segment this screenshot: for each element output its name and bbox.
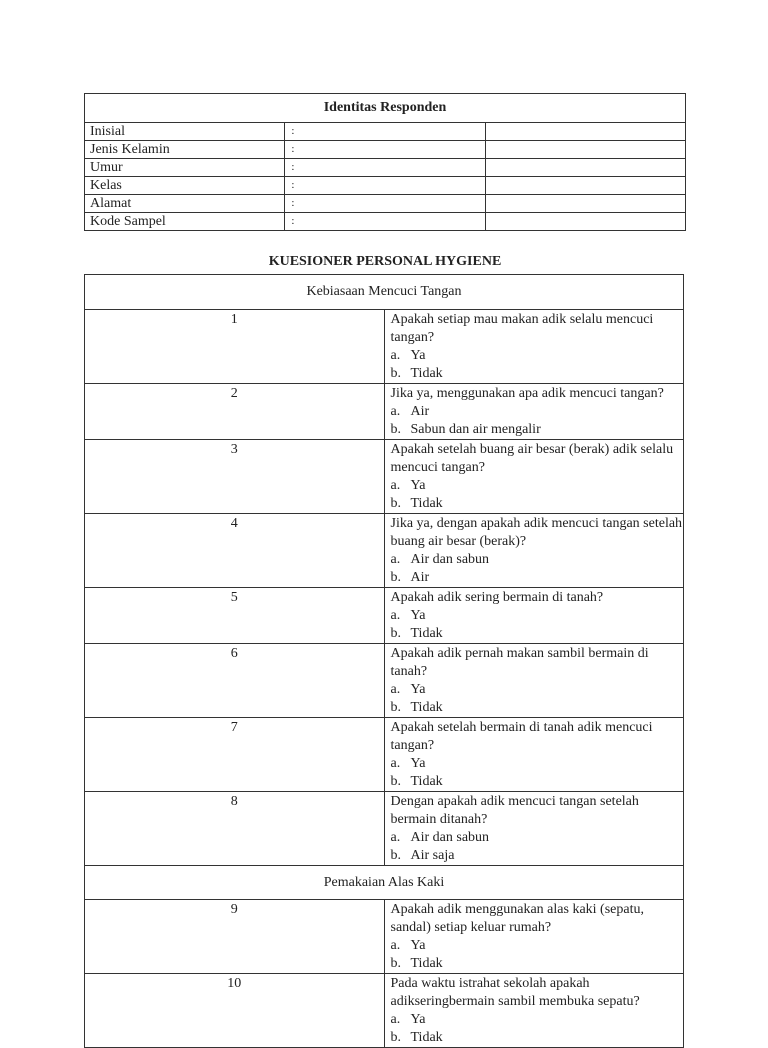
section-header-row [85,275,684,310]
identity-label: Kelas [85,177,285,195]
question-cell [384,900,684,974]
identity-label: Alamat [85,195,285,213]
question-text: Apakah adik menggunakan alas kaki (sepatu, sandal) setiap keluar rumah? [390,902,644,935]
identity-table [84,93,686,231]
question-text: Jika ya, menggunakan apa adik mencuci tangan? [390,386,664,401]
question-cell [384,384,684,440]
option-text: Ya [410,938,426,953]
option-b[interactable] [391,365,684,383]
option-text: Tidak [410,496,443,511]
identity-label: Umur [85,159,285,177]
question-cell [384,588,684,644]
identity-colon: : [285,123,485,141]
identity-colon: : [285,177,485,195]
question-row [85,514,684,588]
question-number: 8 [85,792,385,866]
option-b[interactable] [391,773,684,791]
identity-value-field[interactable] [485,141,685,159]
question-cell [384,974,684,1048]
question-number: 10 [85,974,385,1048]
identity-value-field[interactable] [485,177,685,195]
question-row [85,792,684,866]
option-letter: a. [390,608,401,623]
question-row [85,974,684,1048]
option-letter: b. [390,1030,401,1045]
questionnaire-table [84,274,684,1048]
option-letter: b. [390,700,401,715]
section-header-row [85,866,684,900]
option-text: Ya [410,478,426,493]
option-text: Air [410,570,430,585]
question-number: 6 [85,644,385,718]
option-a[interactable] [391,829,684,847]
option-a[interactable] [391,477,684,495]
option-letter: a. [390,1012,401,1027]
identity-colon: : [285,159,485,177]
question-cell [384,514,684,588]
option-text: Air dan sabun [410,830,490,845]
question-number: 5 [85,588,385,644]
option-text: Ya [410,1012,426,1027]
option-letter: a. [390,478,401,493]
question-cell [384,310,684,384]
option-letter: a. [390,938,401,953]
option-text: Tidak [410,956,443,971]
option-letter: b. [390,422,401,437]
option-text: Tidak [410,366,443,381]
option-text: Ya [410,682,426,697]
identity-value-field[interactable] [485,159,685,177]
option-b[interactable] [391,625,684,643]
option-b[interactable] [391,495,684,513]
identity-value-field[interactable] [485,213,685,231]
option-letter: b. [390,366,401,381]
option-letter: b. [390,774,401,789]
identity-colon: : [285,213,485,231]
question-cell [384,440,684,514]
identity-row-inisial [85,123,686,141]
question-text: Jika ya, dengan apakah adik mencuci tangan setelah buang air besar (berak)? [390,516,683,549]
option-letter: b. [390,848,401,863]
identity-label: Kode Sampel [85,213,285,231]
question-text: Pada waktu istrahat sekolah apakah adikseringbermain sambil membuka sepatu? [390,976,640,1009]
question-cell [384,792,684,866]
identity-value-field[interactable] [485,195,685,213]
identity-row-umur [85,159,686,177]
option-b[interactable] [391,421,684,439]
option-a[interactable] [391,937,684,955]
option-text: Ya [410,756,426,771]
identity-row-jenis-kelamin [85,141,686,159]
option-text: Sabun dan air mengalir [410,422,541,437]
question-text: Apakah adik sering bermain di tanah? [390,590,604,605]
option-text: Ya [410,348,426,363]
question-number: 2 [85,384,385,440]
option-b[interactable] [391,955,684,973]
question-row [85,384,684,440]
option-text: Tidak [410,626,443,641]
question-text: Apakah adik pernah makan sambil bermain di tanah? [390,646,649,679]
option-a[interactable] [391,403,684,421]
option-b[interactable] [391,569,684,587]
option-text: Tidak [410,774,443,789]
option-b[interactable] [391,699,684,717]
question-cell [384,718,684,792]
option-b[interactable] [391,847,684,865]
question-number: 1 [85,310,385,384]
question-text: Apakah setiap mau makan adik selalu mencuci tangan? [390,312,654,345]
option-text: Tidak [410,700,443,715]
option-letter: a. [390,552,401,567]
question-row [85,718,684,792]
option-letter: a. [390,348,401,363]
section-heading: Pemakaian Alas Kaki [85,866,684,900]
option-a[interactable] [391,607,684,625]
question-number: 9 [85,900,385,974]
option-a[interactable] [391,681,684,699]
questionnaire-title: KUESIONER PERSONAL HYGIENE [268,254,502,269]
option-text: Air dan sabun [410,552,490,567]
option-a[interactable] [391,551,684,569]
option-text: Tidak [410,1030,443,1045]
option-a[interactable] [391,347,684,365]
question-cell [384,644,684,718]
option-a[interactable] [391,1011,684,1029]
option-letter: b. [390,496,401,511]
option-letter: a. [390,404,401,419]
question-text: Dengan apakah adik mencuci tangan setelah bermain ditanah? [390,794,639,827]
option-letter: b. [390,626,401,641]
option-letter: b. [390,570,401,585]
identity-colon: : [285,141,485,159]
question-row [85,588,684,644]
question-number: 4 [85,514,385,588]
option-letter: b. [390,956,401,971]
identity-row-alamat [85,195,686,213]
option-letter: a. [390,830,401,845]
question-text: Apakah setelah buang air besar (berak) adik selalu mencuci tangan? [390,442,674,475]
identity-value-field[interactable] [485,123,685,141]
option-text: Air saja [410,848,455,863]
identity-row-kelas [85,177,686,195]
option-letter: a. [390,682,401,697]
identity-colon: : [285,195,485,213]
question-row [85,900,684,974]
question-row [85,310,684,384]
section-heading: Kebiasaan Mencuci Tangan [85,275,684,310]
identity-label: Jenis Kelamin [85,141,285,159]
option-a[interactable] [391,755,684,773]
question-row [85,440,684,514]
question-number: 7 [85,718,385,792]
identity-title: Identitas Responden [85,94,686,123]
question-number: 3 [85,440,385,514]
identity-label: Inisial [85,123,285,141]
option-letter: a. [390,756,401,771]
identity-row-kode-sampel [85,213,686,231]
question-row [85,644,684,718]
option-text: Air [410,404,430,419]
question-text: Apakah setelah bermain di tanah adik mencuci tangan? [390,720,653,753]
option-text: Ya [410,608,426,623]
option-b[interactable] [391,1029,684,1047]
